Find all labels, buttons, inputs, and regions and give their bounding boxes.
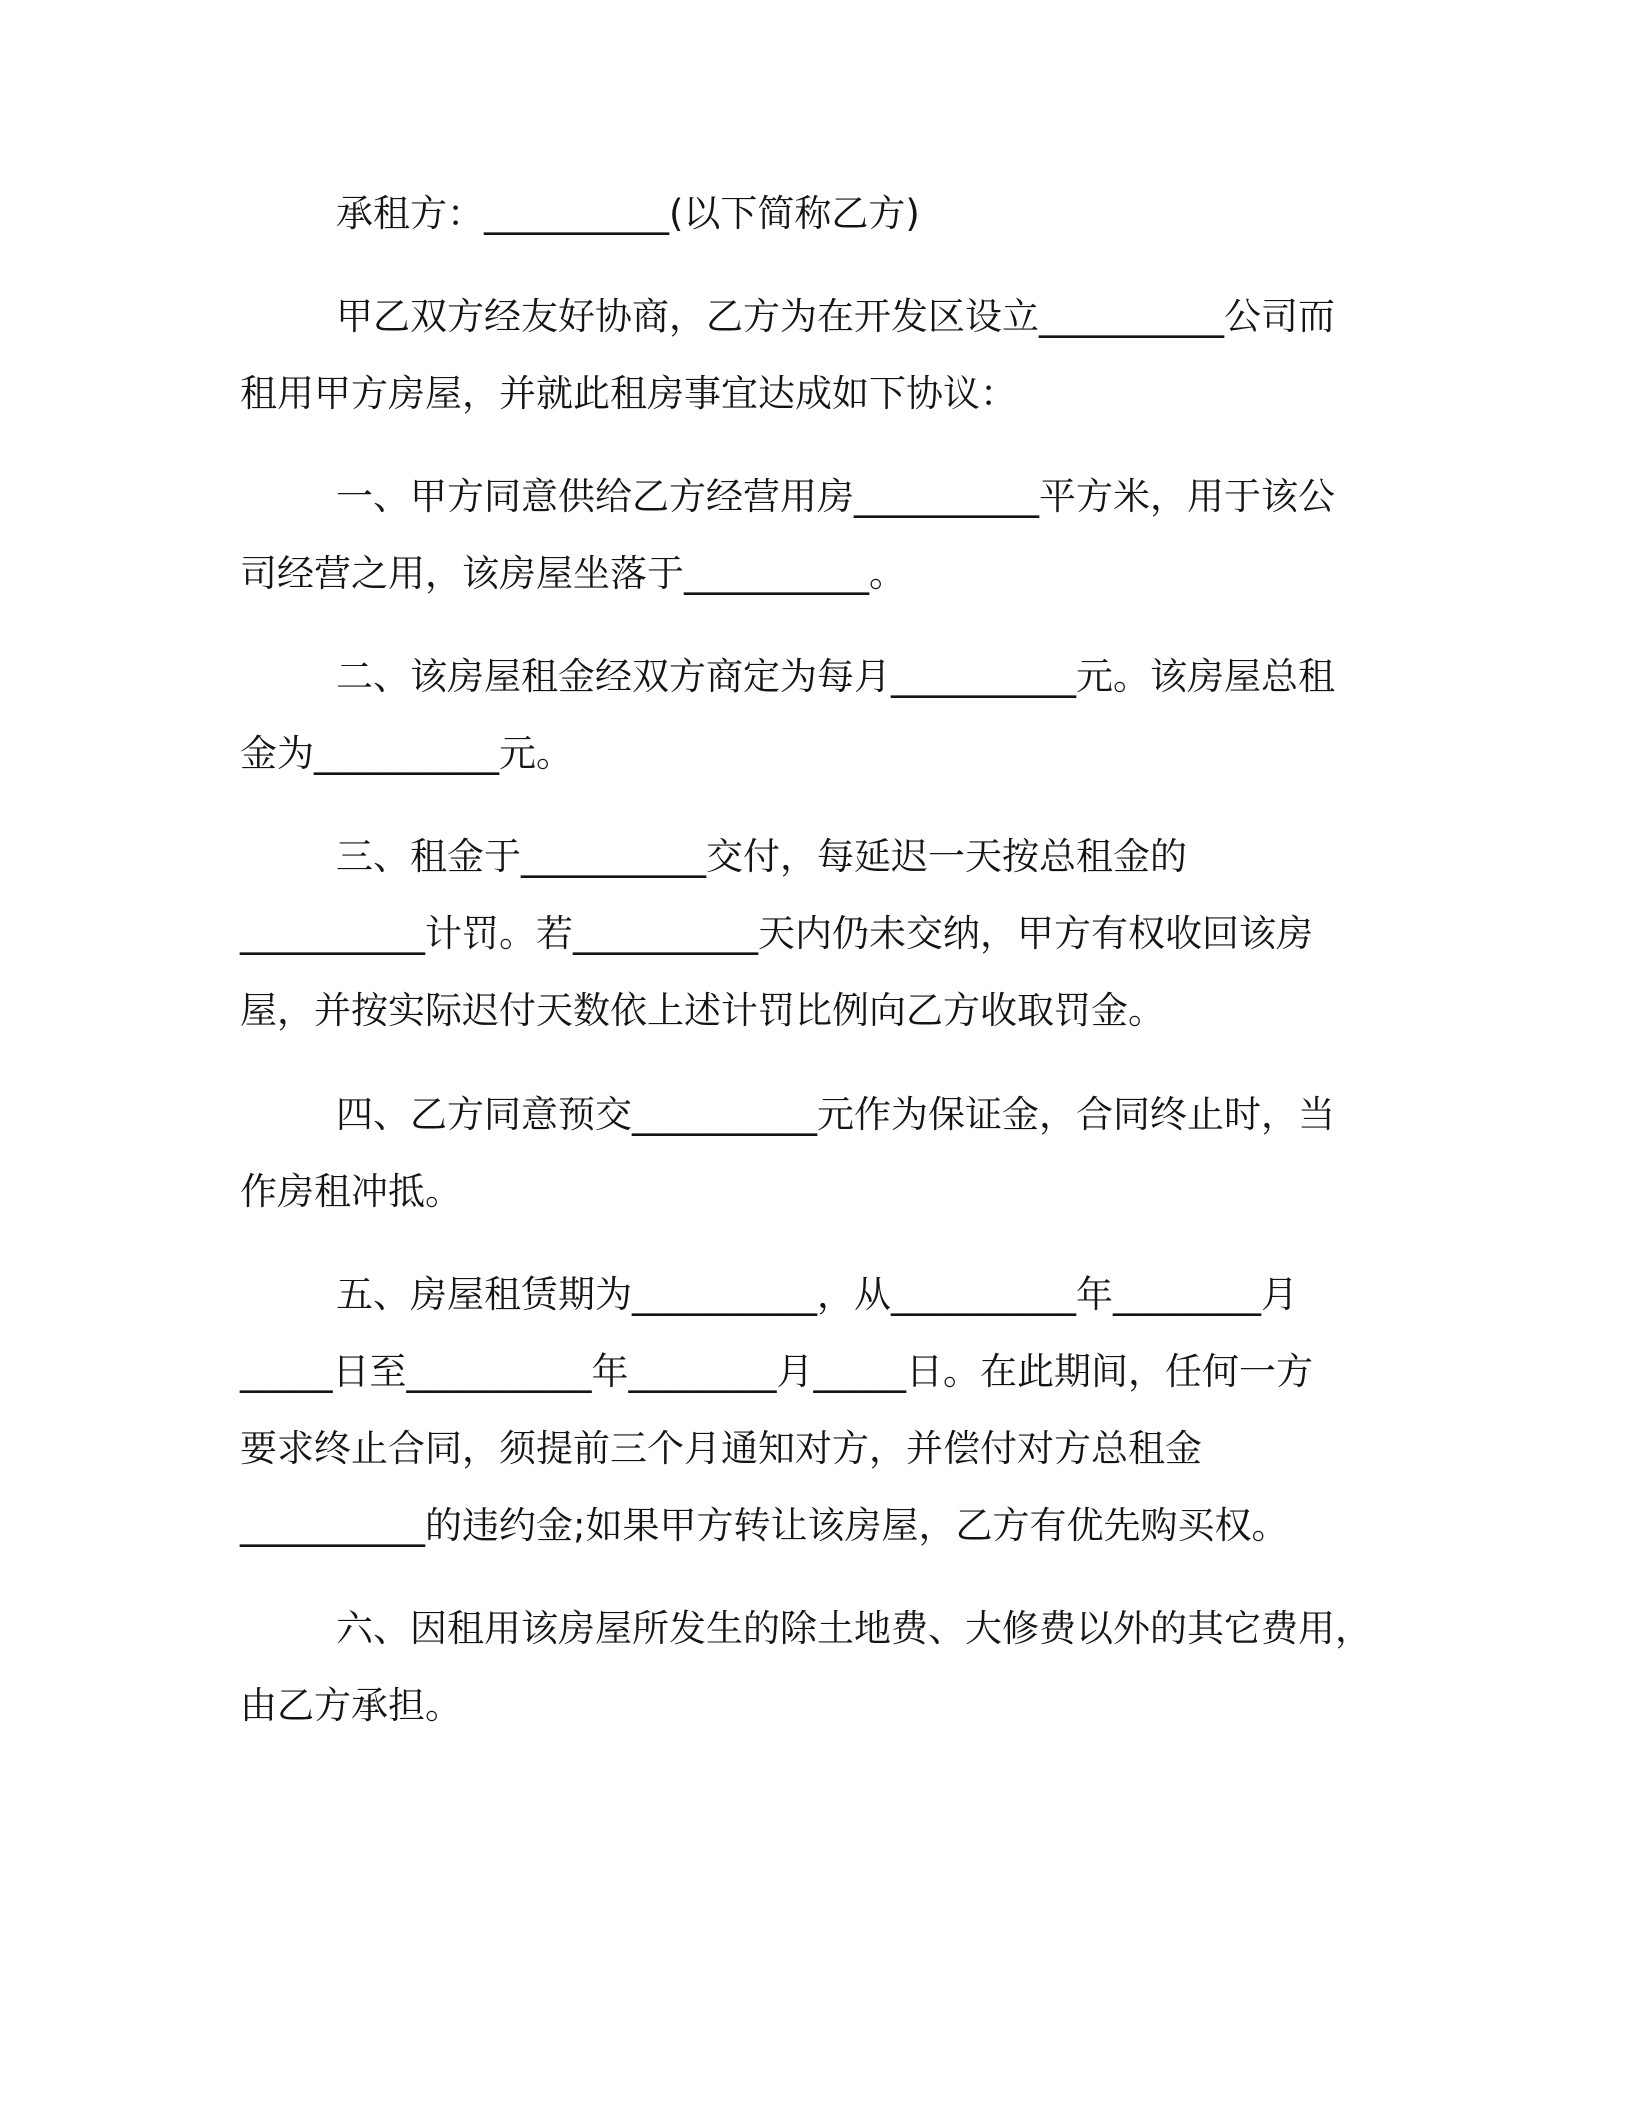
- paragraph-line: 屋，并按实际迟付天数依上述计罚比例向乙方收取罚金。: [240, 989, 1165, 1032]
- paragraph-line: 作房租冲抵。: [240, 1170, 462, 1213]
- paragraph-line: 三、租金于__________交付，每延迟一天按总租金的: [336, 835, 1187, 878]
- paragraph-line: 租用甲方房屋，并就此租房事宜达成如下协议：: [240, 372, 1017, 415]
- clause-1: [240, 458, 1335, 612]
- paragraph-line: 四、乙方同意预交__________元作为保证金，合同终止时，当: [336, 1093, 1335, 1136]
- intro-paragraph: [240, 278, 1335, 432]
- paragraph-line: __________的违约金;如果甲方转让该房屋，乙方有优先购买权。: [240, 1504, 1289, 1547]
- paragraph-line: 一、甲方同意供给乙方经营用房__________平方米，用于该公: [336, 475, 1335, 518]
- clause-6: [240, 1590, 1372, 1744]
- lessee-line: [336, 188, 920, 240]
- clause-3: [240, 818, 1313, 1049]
- paragraph-line: 司经营之用，该房屋坐落于__________。: [240, 552, 906, 595]
- paragraph-line: 甲乙双方经友好协商，乙方为在开发区设立__________公司而: [336, 295, 1335, 338]
- paragraph-line: 金为__________元。: [240, 732, 573, 775]
- paragraph-line: 二、该房屋租金经双方商定为每月__________元。该房屋总租: [336, 655, 1335, 698]
- paragraph-line: __________计罚。若__________天内仍未交纳，甲方有权收回该房: [240, 912, 1313, 955]
- paragraph-line: 由乙方承担。: [240, 1684, 462, 1727]
- paragraph-line: _____日至__________年________月_____日。在此期间，任何一方: [240, 1350, 1313, 1393]
- paragraph-line: 五、房屋租赁期为__________，从__________年________月: [336, 1273, 1298, 1316]
- clause-5: [240, 1256, 1313, 1564]
- paragraph-line: 六、因租用该房屋所发生的除土地费、大修费以外的其它费用，: [336, 1607, 1372, 1650]
- paragraph-line: 要求终止合同，须提前三个月通知对方，并偿付对方总租金: [240, 1427, 1202, 1470]
- clause-4: [240, 1076, 1335, 1230]
- clause-2: [240, 638, 1335, 792]
- lessee-text: 承租方：__________(以下简称乙方): [336, 192, 920, 235]
